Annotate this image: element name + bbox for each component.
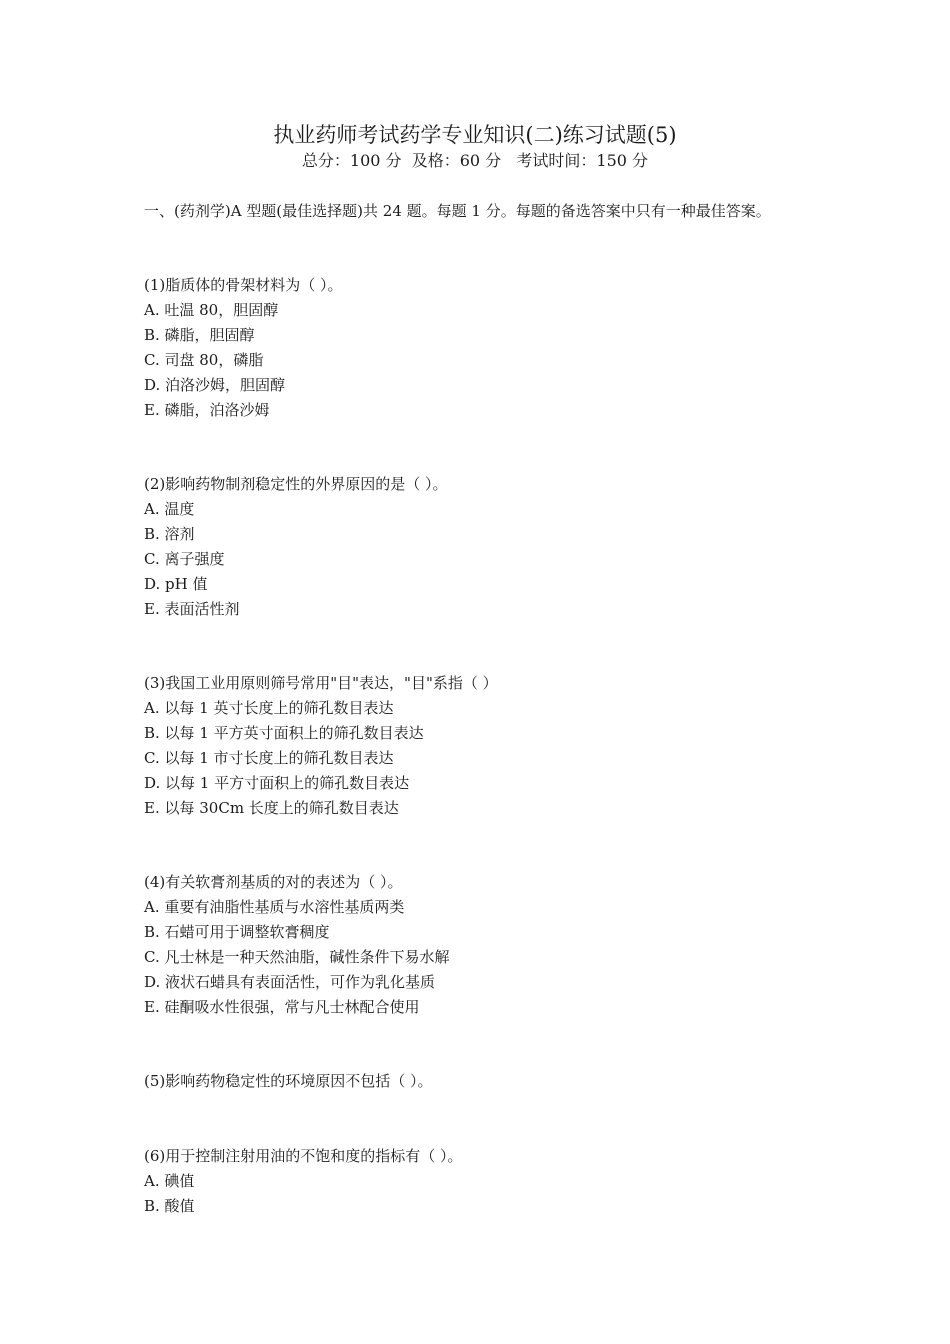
option-c: C. 以每 1 市寸长度上的筛孔数目表达 — [144, 749, 394, 767]
page-title: 执业药师考试药学专业知识(二)练习试题(5) — [273, 123, 677, 147]
question-stem: (3)我国工业用原则筛号常用"目"表达，"目"系指（ ） — [144, 674, 498, 692]
option-a: A. 碘值 — [144, 1172, 195, 1190]
question-stem: (6)用于控制注射用油的不饱和度的指标有（ ）。 — [144, 1147, 463, 1165]
option-b: B. 以每 1 平方英寸面积上的筛孔数目表达 — [144, 724, 424, 742]
option-b: B. 石蜡可用于调整软膏稠度 — [144, 923, 330, 941]
option-b: B. 酸值 — [144, 1197, 195, 1215]
question-stem: (1)脂质体的骨架材料为（ ）。 — [144, 276, 343, 294]
question-1 — [144, 273, 844, 423]
option-d: D. 以每 1 平方寸面积上的筛孔数目表达 — [144, 774, 410, 792]
section-heading: 一、(药剂学)A 型题(最佳选择题)共 24 题。每题 1 分。每题的备选答案中只有一种最佳答案。 — [144, 202, 771, 220]
exam-info: 总分：100 分 及格：60 分 考试时间：150 分 — [301, 151, 649, 170]
option-e: E. 磷脂，泊洛沙姆 — [144, 401, 270, 419]
option-c: C. 凡士林是一种天然油脂，碱性条件下易水解 — [144, 948, 450, 966]
question-3 — [144, 671, 844, 821]
option-e: E. 硅酮吸水性很强，常与凡士林配合使用 — [144, 998, 420, 1016]
option-e: E. 以每 30Cm 长度上的筛孔数目表达 — [144, 799, 399, 817]
question-stem: (2)影响药物制剂稳定性的外界原因的是（ ）。 — [144, 475, 448, 493]
option-a: A. 吐温 80，胆固醇 — [144, 301, 279, 319]
option-b: B. 磷脂，胆固醇 — [144, 326, 255, 344]
option-a: A. 以每 1 英寸长度上的筛孔数目表达 — [144, 699, 394, 717]
question-stem: (5)影响药物稳定性的环境原因不包括（ ）。 — [144, 1072, 433, 1090]
option-d: D. 泊洛沙姆，胆固醇 — [144, 376, 286, 394]
question-2 — [144, 472, 844, 622]
question-4 — [144, 870, 844, 1020]
question-5 — [144, 1069, 844, 1094]
option-c: C. 离子强度 — [144, 550, 225, 568]
option-d: D. pH 值 — [144, 575, 208, 593]
option-b: B. 溶剂 — [144, 525, 195, 543]
option-d: D. 液状石蜡具有表面活性，可作为乳化基质 — [144, 973, 436, 991]
option-a: A. 温度 — [144, 500, 195, 518]
question-6 — [144, 1144, 844, 1219]
option-c: C. 司盘 80，磷脂 — [144, 351, 264, 369]
question-stem: (4)有关软膏剂基质的对的表述为（ ）。 — [144, 873, 403, 891]
option-e: E. 表面活性剂 — [144, 600, 240, 618]
option-a: A. 重要有油脂性基质与水溶性基质两类 — [144, 898, 405, 916]
